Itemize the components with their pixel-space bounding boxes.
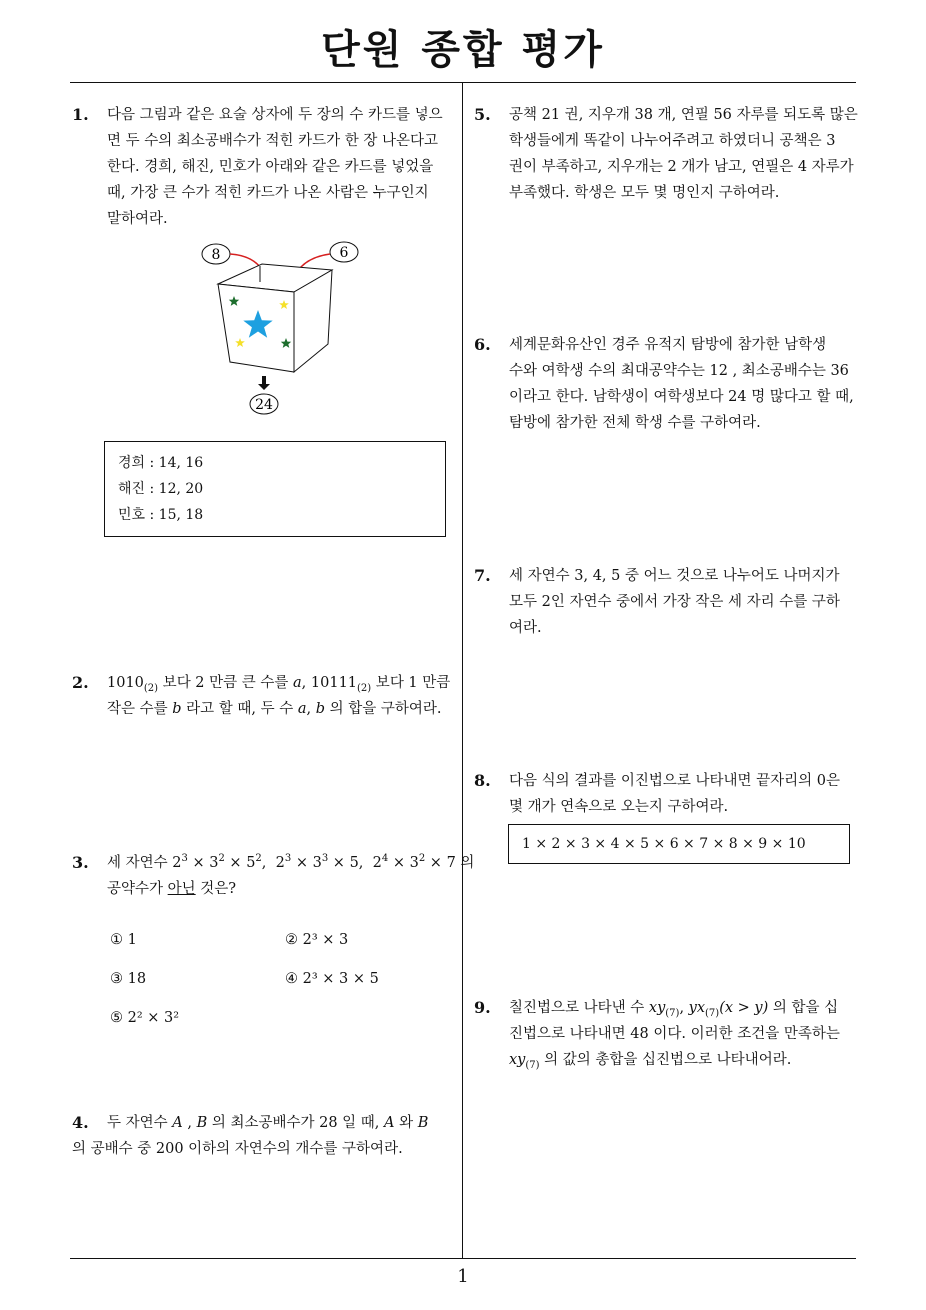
question-line: 세계문화유산인 경주 유적지 탐방에 참가한 남학생 [509, 337, 827, 353]
question-number: 5. [474, 105, 491, 124]
question-line: 부족했다. 학생은 모두 몇 명인지 구하여라. [509, 185, 780, 201]
question-3 [72, 850, 474, 902]
question-6 [474, 332, 854, 436]
card-out: 24 [255, 397, 273, 413]
question-line: 칠진법으로 나타낸 수 $xy_{(7)}$, $yx_{(7)}(x > y)$ 의 합을 십 [509, 1000, 839, 1019]
question-line: 면 두 수의 최소공배수가 적힌 카드가 한 장 나온다고 [107, 133, 439, 149]
question-number: 7. [474, 566, 491, 585]
question-8 [474, 768, 840, 820]
box-line: 경희 : 14, 16 [118, 455, 204, 471]
question-line: 때, 가장 큰 수가 적힌 카드가 나온 사람은 누구인지 [107, 185, 429, 201]
question-line: 두 자연수 A , B 의 최소공배수가 28 일 때, A 와 B [107, 1115, 429, 1131]
question-number: 9. [474, 998, 491, 1017]
box-line: 해진 : 12, 20 [118, 481, 204, 497]
question-5 [474, 102, 858, 206]
question-number: 4. [72, 1113, 89, 1132]
question-line: 학생들에게 똑같이 나누어주려고 하였더니 공책은 3 [509, 133, 836, 149]
question-line: 몇 개가 연속으로 오는지 구하여라. [509, 799, 729, 815]
answer-box [104, 441, 446, 537]
question-line: 여라. [509, 620, 542, 636]
question-line: 작은 수를 b 라고 할 때, 두 수 a, b 의 합을 구하여라. [107, 701, 442, 717]
choice-2[interactable]: ② 2³ × 3 [285, 932, 349, 948]
question-line: 탐방에 참가한 전체 학생 수를 구하여라. [509, 415, 761, 431]
bottom-rule [70, 1258, 856, 1259]
question-line: 말하여라. [107, 211, 168, 227]
question-line: 다음 그림과 같은 요술 상자에 두 장의 수 카드를 넣으 [107, 107, 443, 123]
question-line: 세 자연수 $2^3 \times 3^2 \times 5^2$, $2^3 \times 3^3 \times 5$, $2^4 \times 3^2 \times 7$ 의 [107, 853, 475, 871]
choice-1[interactable]: ① 1 [110, 932, 137, 948]
card-in-left: 8 [211, 247, 221, 263]
expression-text: 1 × 2 × 3 × 4 × 5 × 6 × 7 × 8 × 9 × 10 [522, 836, 806, 852]
page-number: 1 [457, 1266, 469, 1287]
question-4 [72, 1110, 428, 1162]
column-divider [462, 82, 463, 1258]
question-line: 공약수가 아닌 것은? [107, 881, 237, 897]
question-1 [72, 102, 443, 232]
question-line: 모두 2인 자연수 중에서 가장 작은 세 자리 수를 구하 [509, 594, 840, 610]
question-line: 공책 21 권, 지우개 38 개, 연필 56 자루를 되도록 많은 [509, 107, 858, 123]
down-arrow-icon [258, 376, 270, 390]
magic-box-figure [190, 236, 370, 420]
question-2 [72, 670, 450, 722]
question-line: 세 자연수 3, 4, 5 중 어느 것으로 나누어도 나머지가 [509, 568, 840, 584]
question-line: 한다. 경희, 해진, 민호가 아래와 같은 카드를 넣었을 [107, 159, 434, 175]
choice-5[interactable]: ⑤ 2² × 3² [110, 1010, 180, 1026]
question-line: $xy_{(7)}$ 의 값의 총합을 십진법으로 나타내어라. [509, 1052, 792, 1071]
box-line: 민호 : 15, 18 [118, 507, 204, 523]
question-number: 6. [474, 335, 491, 354]
question-9 [474, 995, 840, 1073]
card-in-right: 6 [339, 245, 349, 261]
question-line: 의 공배수 중 200 이하의 자연수의 개수를 구하여라. [72, 1141, 403, 1157]
question-number: 2. [72, 673, 89, 692]
question-line: 권이 부족하고, 지우개는 2 개가 남고, 연필은 4 자루가 [509, 159, 854, 175]
question-number: 8. [474, 771, 491, 790]
choice-3[interactable]: ③ 18 [110, 971, 147, 987]
question-line: 수와 여학생 수의 최대공약수는 12 , 최소공배수는 36 [509, 363, 849, 379]
question-line: $1010_{(2)}$ 보다 2 만큼 큰 수를 a, $10111_{(2)}$ 보다 1 만큼 [107, 675, 451, 694]
expression-box [508, 824, 850, 864]
question-line: 진법으로 나타내면 48 이다. 이러한 조건을 만족하는 [509, 1026, 840, 1042]
choice-4[interactable]: ④ 2³ × 3 × 5 [285, 971, 379, 987]
page-title: 단원 종합 평가 [321, 27, 605, 73]
question-7 [474, 563, 840, 641]
question-line: 다음 식의 결과를 이진법으로 나타내면 끝자리의 0은 [509, 773, 841, 789]
question-number: 1. [72, 105, 89, 124]
question-line: 이라고 한다. 남학생이 여학생보다 24 명 많다고 할 때, [509, 389, 854, 405]
top-rule [70, 82, 856, 83]
question-number: 3. [72, 853, 89, 872]
